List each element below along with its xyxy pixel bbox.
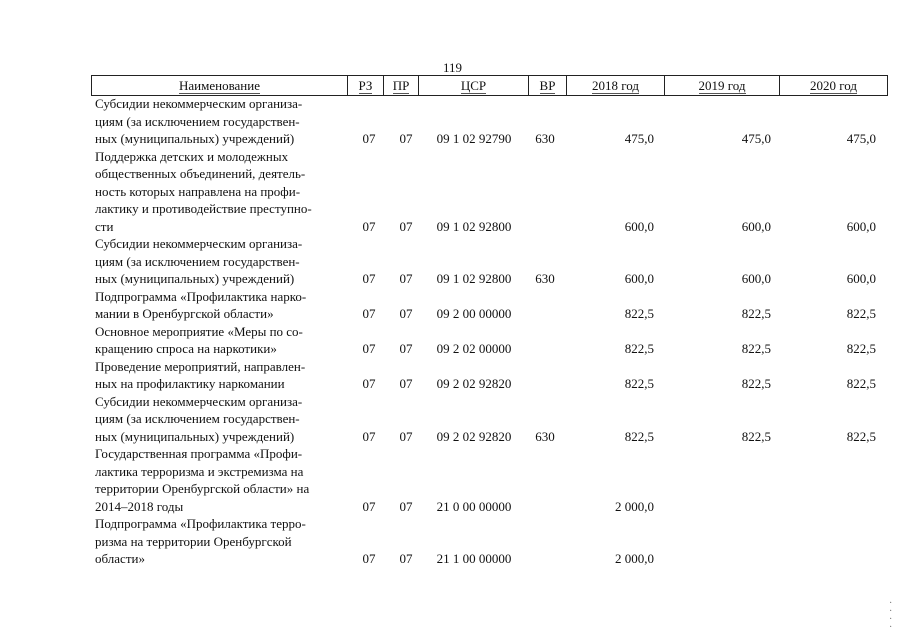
row-name: Подпрограмма «Профилактика терро- ризма на территории Оренбургской области» [95,516,306,566]
row-pr: 07 [399,306,413,321]
row-pr: 07 [399,131,413,146]
row-rz: 07 [362,271,376,286]
row-2018: 2 000,0 [615,551,654,566]
row-pr: 07 [399,551,413,566]
table-row [91,323,886,358]
row-2020: 822,5 [846,376,876,391]
header-2019: 2019 год [665,76,780,95]
row-2020: 822,5 [846,306,876,321]
row-name: Поддержка детских и молодежных общественных объединений, деятель- ность которых направлена на профи- лактику и противодействие преступно- сти [95,148,312,234]
row-2018: 822,5 [624,341,654,356]
row-rz: 07 [362,498,376,514]
row-csr: 21 0 00 00000 [436,498,512,514]
row-csr: 09 2 02 92820 [436,428,512,444]
row-2018: 600,0 [624,218,654,234]
row-rz: 07 [362,428,376,444]
row-rz: 07 [362,551,376,566]
table-row [91,445,886,515]
table-row [91,235,886,288]
row-2020: 822,5 [846,341,876,356]
row-2020: 600,0 [846,218,876,234]
row-pr: 07 [399,218,413,234]
row-2020: 600,0 [846,271,876,286]
row-rz: 07 [362,306,376,321]
row-2018: 822,5 [624,306,654,321]
row-vr: 630 [535,131,555,146]
table-row [91,148,886,236]
row-pr: 07 [399,498,413,514]
row-csr: 09 1 02 92790 [436,131,512,146]
table-row [91,515,886,568]
header-name: Наименование [92,76,348,95]
header-rz: РЗ [348,76,384,95]
row-2020: 822,5 [846,428,876,444]
row-2019: 822,5 [741,306,771,321]
row-csr: 09 2 00 00000 [436,306,512,321]
page-number: 119 [442,60,463,75]
table-body [91,95,886,568]
row-rz: 07 [362,376,376,391]
row-2018: 822,5 [624,376,654,391]
table-row [91,358,886,393]
row-name: Субсидии некоммерческим организа- циям (за исключением государствен- ных (муниципальных) учреждений) [95,96,303,146]
table-header [91,75,888,96]
row-csr: 21 1 00 00000 [436,551,512,566]
row-pr: 07 [399,271,413,286]
header-csr: ЦСР [419,76,529,95]
row-2019: 475,0 [741,131,771,146]
row-name: Субсидии некоммерческим организа- циям (за исключением государствен- ных (муниципальных) учреждений) [95,236,303,286]
header-vr: ВР [529,76,567,95]
row-2018: 2 000,0 [615,498,654,514]
scan-margin-marks: · · · · [889,598,893,633]
row-pr: 07 [399,341,413,356]
row-name: Подпрограмма «Профилактика нарко- мании в Оренбургской области» [95,288,307,321]
row-2019: 822,5 [741,341,771,356]
table-row [91,95,886,148]
header-pr: ПР [384,76,419,95]
header-2018: 2018 год [567,76,665,95]
row-2019: 600,0 [741,271,771,286]
row-csr: 09 1 02 92800 [436,218,512,234]
row-csr: 09 1 02 92800 [436,271,512,286]
row-pr: 07 [399,428,413,444]
row-rz: 07 [362,341,376,356]
row-vr: 630 [535,428,555,444]
row-vr: 630 [535,271,555,286]
row-2018: 822,5 [624,428,654,444]
header-2020: 2020 год [810,78,857,93]
row-name: Основное мероприятие «Меры по со- кращению спроса на наркотики» [95,323,303,356]
row-name: Субсидии некоммерческим организа- циям (за исключением государствен- ных (муниципальных) учреждений) [95,393,303,444]
row-rz: 07 [362,131,376,146]
row-2019: 600,0 [741,218,771,234]
table-row [91,393,886,446]
row-rz: 07 [362,218,376,234]
row-2019: 822,5 [741,428,771,444]
row-name: Государственная программа «Профи- лактика терроризма и экстремизма на территории Оренбургской области» на 2014–2018 годы [95,446,310,514]
row-2018: 600,0 [624,271,654,286]
row-csr: 09 2 02 00000 [436,341,512,356]
row-name: Проведение мероприятий, направлен- ных на профилактику наркомании [95,358,306,391]
row-csr: 09 2 02 92820 [436,376,512,391]
row-2019: 822,5 [741,376,771,391]
row-2020: 475,0 [846,131,876,146]
row-2018: 475,0 [624,131,654,146]
row-pr: 07 [399,376,413,391]
table-row [91,288,886,323]
